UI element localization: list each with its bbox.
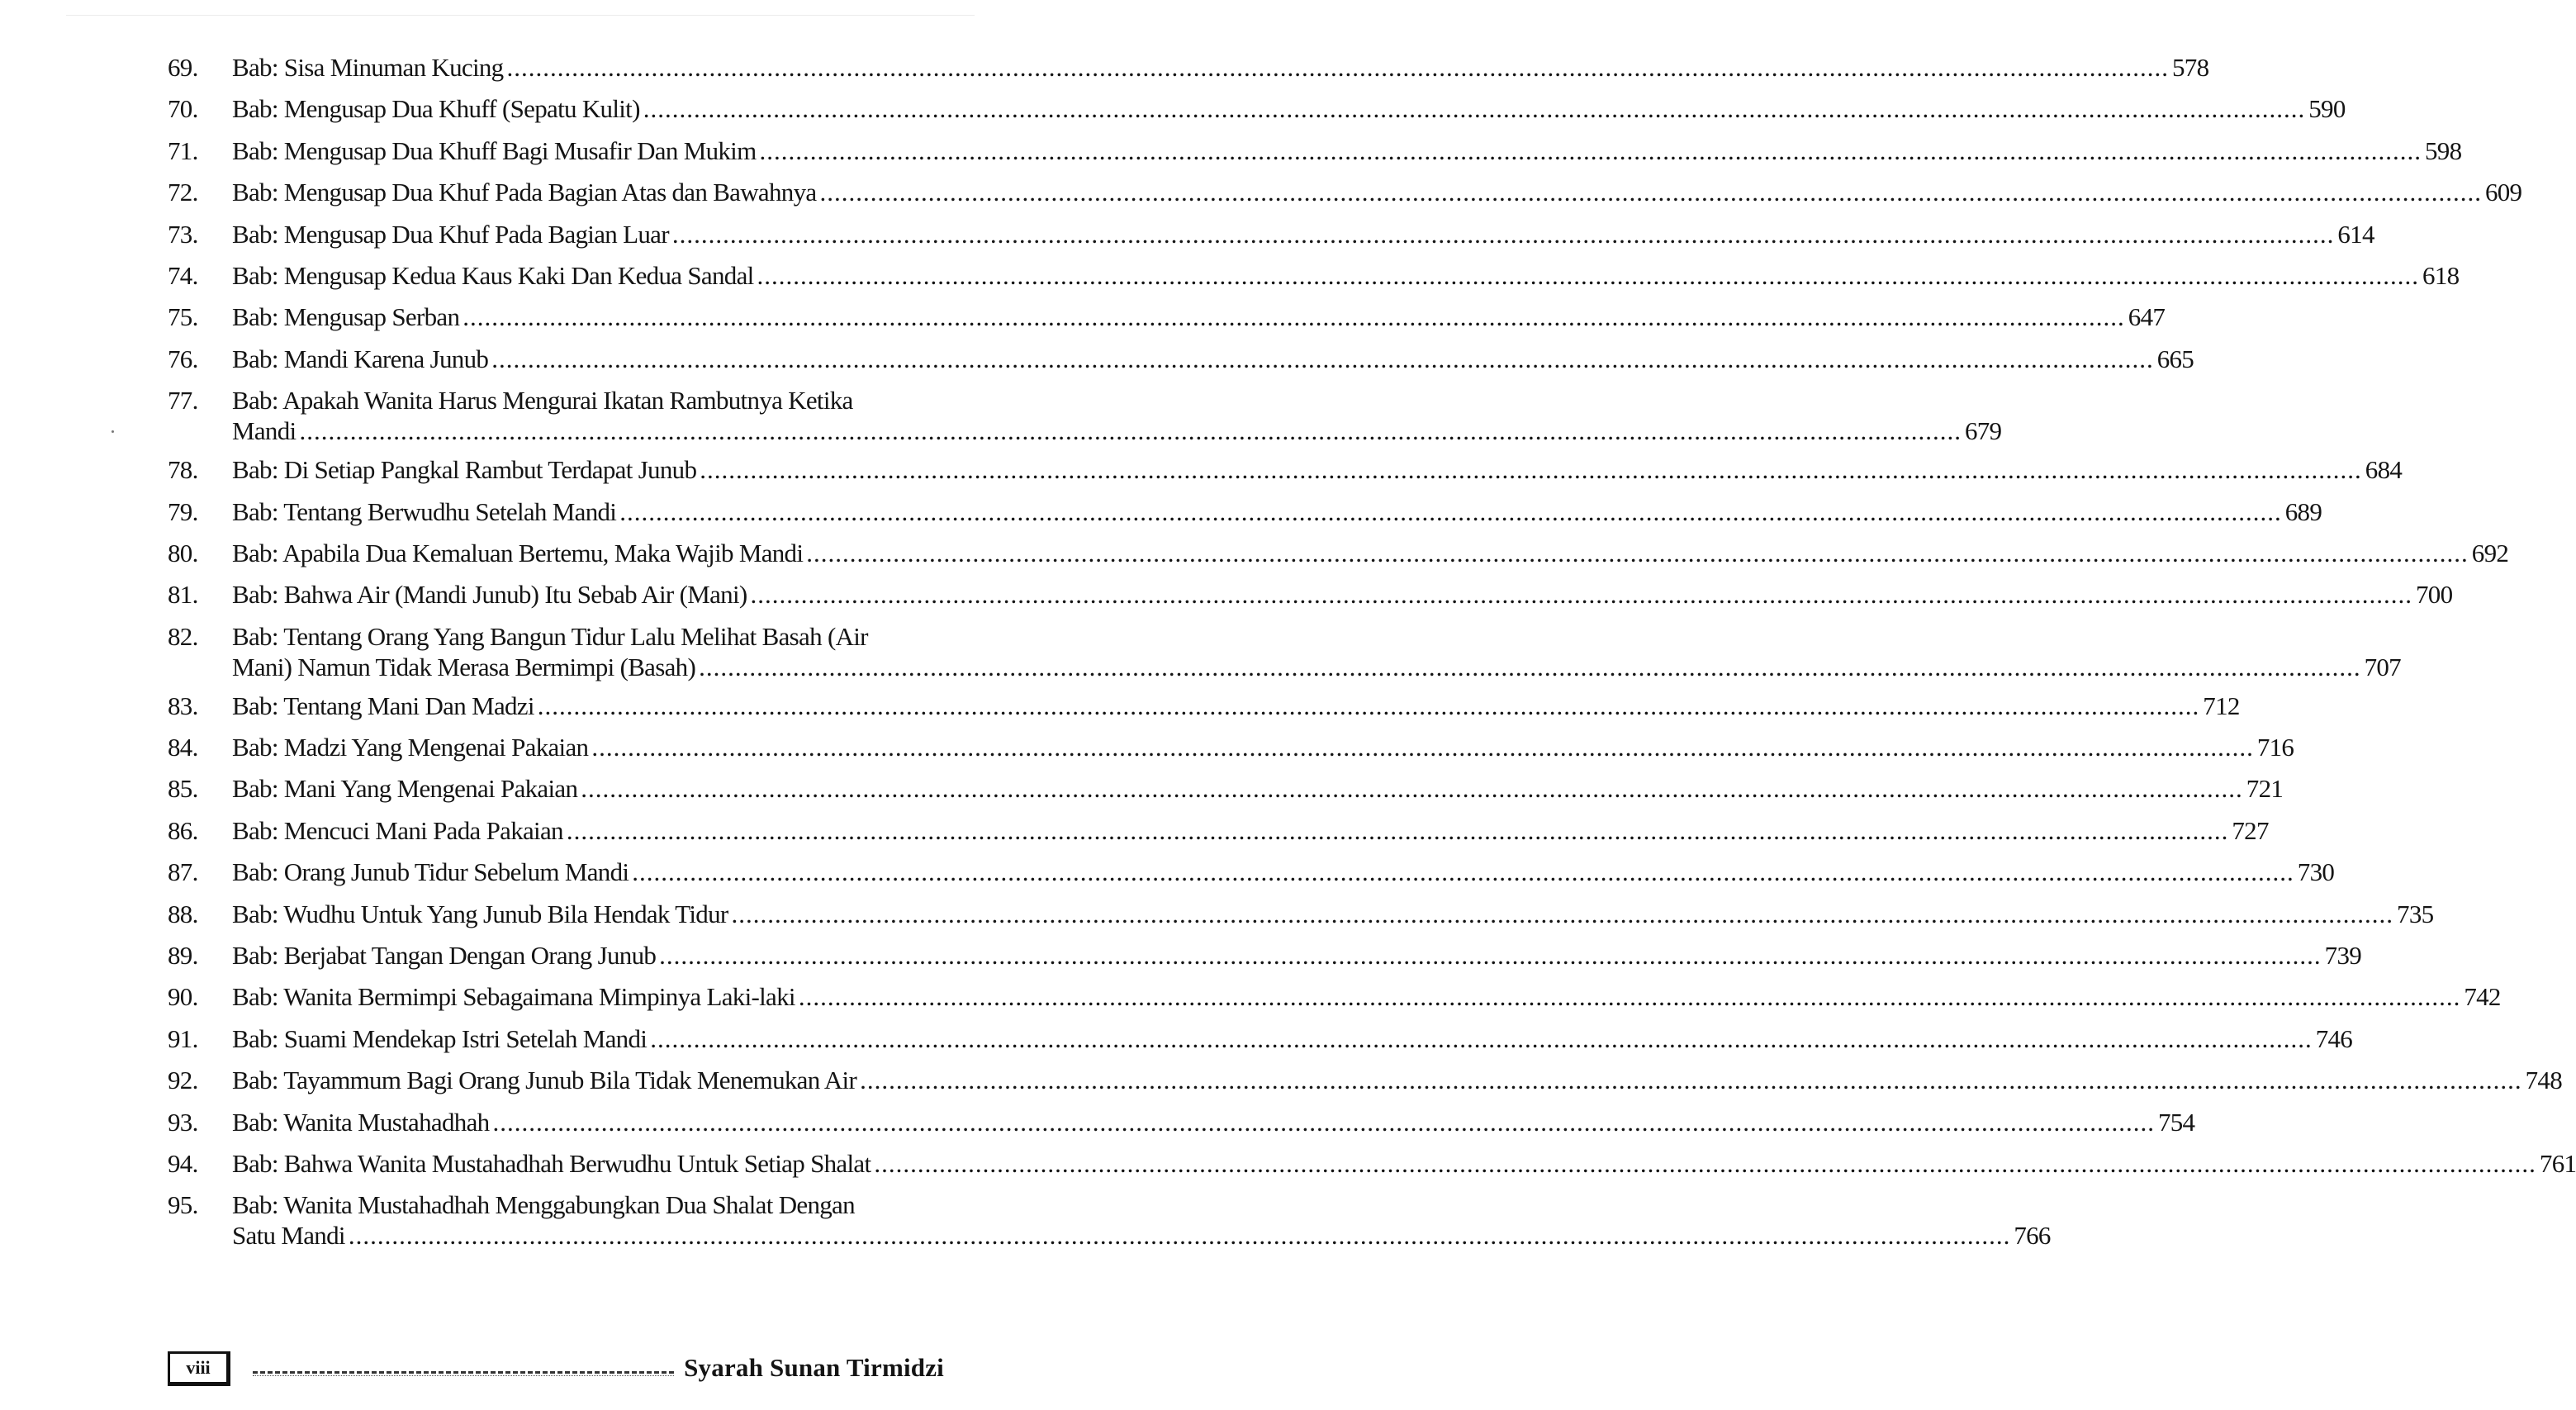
dot-leader [874, 1148, 2536, 1179]
entry-body [232, 691, 2240, 721]
entry-leader-line [232, 732, 2294, 762]
dot-leader [581, 773, 2243, 804]
dot-leader [538, 691, 2200, 721]
page-ref: 727 [2232, 815, 2269, 845]
page-ref: 609 [2484, 178, 2522, 207]
page-ref: 712 [2203, 691, 2240, 720]
entry-number: 70. [168, 94, 198, 124]
entry-number: 77. [168, 386, 198, 415]
entry-body [232, 344, 2194, 374]
entry-number: 74. [168, 260, 198, 290]
entry-title: Bab: Bahwa Air (Mandi Junub) Itu Sebab Air (Mani) [232, 580, 747, 610]
dot-leader [591, 732, 2254, 762]
entry-leader-line [232, 177, 2521, 207]
entry-number: 78. [168, 455, 198, 485]
entry-title: Bab: Di Setiap Pangkal Rambut Terdapat Junub [232, 455, 697, 485]
entry-body [232, 301, 2165, 332]
entry-title: Bab: Suami Mendekap Istri Setelah Mandi [232, 1023, 648, 1053]
page-ref: 761 [2539, 1148, 2576, 1178]
entry-body [232, 621, 2401, 682]
entry-body [232, 773, 2283, 804]
footer-rule-secondary [253, 1375, 674, 1376]
dot-leader [632, 857, 2294, 887]
toc-entry [168, 385, 2002, 446]
dot-leader [299, 415, 1962, 446]
entry-body [232, 385, 2001, 446]
entry-title: Bab: Bahwa Wanita Mustahadhah Berwudhu Untuk Setiap Shalat [232, 1148, 871, 1178]
entry-leader-line [232, 219, 2374, 249]
page-ref: 578 [2171, 53, 2209, 82]
scan-edge-line [66, 15, 975, 16]
entry-title: Mandi [232, 416, 297, 446]
entry-leader-line [232, 93, 2346, 124]
entry-title: Bab: Wanita Mustahadhah [232, 1107, 490, 1137]
entry-number: 86. [168, 815, 198, 845]
entry-body [232, 1107, 2194, 1137]
entry-number: 92. [168, 1066, 198, 1095]
page-ref: 746 [2315, 1023, 2353, 1053]
entry-leader-line [232, 1065, 2562, 1095]
entry-number: 88. [168, 899, 198, 928]
entry-body [232, 219, 2374, 249]
toc-entry [168, 1107, 2195, 1137]
entry-number: 72. [168, 178, 198, 207]
entry-leader-line [232, 815, 2269, 846]
entry-number: 84. [168, 733, 198, 762]
entry-leader-line [232, 415, 2001, 446]
entry-leader-line [232, 1148, 2576, 1179]
toc-entry [168, 815, 2269, 846]
toc-entry [168, 1065, 2562, 1095]
toc-entry [168, 899, 2434, 929]
entry-title: Bab: Mengusap Dua Khuf Pada Bagian Luar [232, 219, 669, 249]
scan-speck [111, 430, 114, 433]
page-ref: 692 [2471, 538, 2509, 567]
page-ref: 684 [2365, 455, 2403, 485]
page-ref: 730 [2297, 857, 2335, 887]
entry-title: Bab: Mengusap Dua Khuff (Sepatu Kulit) [232, 94, 640, 124]
dot-leader [349, 1220, 2011, 1251]
entry-number: 82. [168, 621, 198, 651]
entry-number: 75. [168, 302, 198, 332]
toc-entry [168, 93, 2346, 124]
toc-entry [168, 454, 2403, 485]
toc-entry [168, 691, 2240, 721]
entry-body [232, 1148, 2576, 1179]
book-title: Syarah Sunan Tirmidzi [684, 1353, 944, 1382]
entry-body [232, 1189, 2051, 1251]
entry-title-line: Bab: Tentang Orang Yang Bangun Tidur Lalu Melihat Basah (Air [232, 621, 868, 651]
toc-entry [168, 260, 2460, 291]
entry-number: 93. [168, 1107, 198, 1137]
page-footer [168, 1351, 944, 1393]
entry-number: 91. [168, 1023, 198, 1053]
page-ref: 716 [2256, 733, 2294, 762]
toc-entry [168, 538, 2509, 568]
entry-leader-line [232, 1023, 2352, 1054]
page-ref: 707 [2364, 652, 2401, 681]
entry-body [232, 579, 2452, 610]
page-ref: 739 [2324, 941, 2362, 971]
toc-entry [168, 219, 2374, 249]
page-ref: 614 [2337, 219, 2374, 249]
entry-title: Bab: Mencuci Mani Pada Pakaian [232, 815, 563, 845]
entry-number: 87. [168, 857, 198, 887]
entry-number: 89. [168, 941, 198, 971]
entry-title: Bab: Madzi Yang Mengenai Pakaian [232, 733, 589, 762]
table-of-contents [168, 52, 2576, 1259]
toc-entry [168, 773, 2284, 804]
dot-leader [672, 219, 2335, 249]
page-ref: 647 [2128, 302, 2166, 332]
entry-title: Bab: Tayammum Bagi Orang Junub Bila Tidak Menemukan Air [232, 1066, 857, 1095]
toc-entry [168, 732, 2294, 762]
entry-leader-line [232, 773, 2283, 804]
entry-title-line: Bab: Apakah Wanita Harus Mengurai Ikatan Rambutnya Ketika [232, 386, 853, 415]
entry-leader-line [232, 940, 2361, 971]
entry-body [232, 538, 2508, 568]
entry-leader-line [232, 301, 2165, 332]
entry-leader-line [232, 1107, 2194, 1137]
dot-leader [732, 899, 2394, 929]
entry-title: Bab: Tentang Berwudhu Setelah Mandi [232, 496, 617, 526]
entry-leader-line [232, 52, 2208, 83]
entry-number: 73. [168, 219, 198, 249]
dot-leader [463, 301, 2125, 332]
entry-body [232, 815, 2269, 846]
entry-body [232, 454, 2402, 485]
dot-leader [860, 1065, 2522, 1095]
entry-leader-line [232, 260, 2459, 291]
toc-entry [168, 177, 2522, 207]
entry-leader-line [232, 496, 2322, 527]
entry-title: Bab: Mengusap Dua Khuff Bagi Musafir Dan Mukim [232, 135, 757, 165]
entry-title: Bab: Wanita Bermimpi Sebagaimana Mimpinya Laki-laki [232, 982, 795, 1012]
dot-leader [699, 652, 2361, 682]
entry-title: Bab: Wudhu Untuk Yang Junub Bila Hendak Tidur [232, 899, 728, 928]
entry-title: Bab: Orang Junub Tidur Sebelum Mandi [232, 857, 629, 887]
entry-title: Bab: Apabila Dua Kemaluan Bertemu, Maka Wajib Mandi [232, 538, 804, 567]
entry-body [232, 496, 2322, 527]
dot-leader [700, 454, 2362, 485]
entry-number: 79. [168, 496, 198, 526]
dot-leader [750, 579, 2412, 610]
dot-leader [643, 93, 2306, 124]
toc-entry [168, 940, 2362, 971]
dot-leader [760, 135, 2422, 166]
toc-entry [168, 981, 2501, 1012]
page-ref: 700 [2415, 580, 2453, 610]
toc-entry [168, 857, 2335, 887]
entry-leader-line [232, 135, 2461, 166]
entry-leader-line [232, 538, 2508, 568]
entry-body [232, 52, 2208, 83]
entry-number: 71. [168, 135, 198, 165]
entry-body [232, 981, 2501, 1012]
entry-leader-line [232, 691, 2240, 721]
dot-leader [819, 177, 2482, 207]
entry-title: Mani) Namun Tidak Merasa Bermimpi (Basah) [232, 652, 696, 681]
entry-number: 76. [168, 344, 198, 373]
toc-entry [168, 301, 2166, 332]
entry-number: 83. [168, 691, 198, 720]
entry-body [232, 177, 2521, 207]
toc-entry [168, 496, 2322, 527]
dot-leader [806, 538, 2469, 568]
entry-title: Bab: Mengusap Serban [232, 302, 460, 332]
entry-title: Bab: Mani Yang Mengenai Pakaian [232, 774, 578, 804]
entry-number: 94. [168, 1148, 198, 1178]
page-ref: 665 [2156, 344, 2194, 373]
dot-leader [799, 981, 2461, 1012]
entry-number: 90. [168, 982, 198, 1012]
entry-leader-line [232, 652, 2401, 682]
entry-number: 80. [168, 538, 198, 567]
page-ref: 748 [2525, 1066, 2562, 1095]
entry-leader-line [232, 579, 2452, 610]
toc-entry [168, 621, 2401, 682]
entry-leader-line [232, 899, 2433, 929]
dot-leader [757, 260, 2420, 291]
footer-rule [253, 1371, 674, 1374]
page-ref: 679 [1964, 416, 2002, 446]
page-ref: 735 [2397, 899, 2434, 928]
page-ref: 598 [2425, 135, 2462, 165]
page-ref: 590 [2308, 94, 2346, 124]
toc-entry [168, 1148, 2576, 1179]
entry-title: Bab: Sisa Minuman Kucing [232, 53, 504, 82]
entry-title: Bab: Mandi Karena Junub [232, 344, 489, 373]
dot-leader [650, 1023, 2313, 1054]
page-ref: 742 [2464, 982, 2501, 1012]
entry-body [232, 1065, 2562, 1095]
page-ref: 754 [2157, 1107, 2195, 1137]
entry-leader-line [232, 1220, 2051, 1251]
toc-entry [168, 579, 2453, 610]
toc-entry [168, 344, 2194, 374]
entry-body [232, 899, 2433, 929]
entry-body [232, 732, 2294, 762]
page-ref: 689 [2284, 496, 2322, 526]
entry-number: 95. [168, 1190, 198, 1220]
entry-leader-line [232, 857, 2334, 887]
toc-entry [168, 1023, 2353, 1054]
entry-leader-line [232, 981, 2501, 1012]
entry-body [232, 135, 2461, 166]
entry-title-line: Bab: Wanita Mustahadhah Menggabungkan Dua Shalat Dengan [232, 1190, 855, 1220]
entry-leader-line [232, 454, 2402, 485]
entry-body [232, 940, 2361, 971]
entry-body [232, 1023, 2352, 1054]
toc-entry [168, 1189, 2051, 1251]
page-ref: 766 [2014, 1221, 2051, 1251]
page-number-box: viii [168, 1351, 230, 1386]
entry-number: 81. [168, 580, 198, 610]
page-ref: 721 [2246, 774, 2284, 804]
toc-entry [168, 52, 2209, 83]
dot-leader [492, 1107, 2155, 1137]
dot-leader [567, 815, 2229, 846]
entry-number: 69. [168, 53, 198, 82]
entry-number: 85. [168, 774, 198, 804]
dot-leader [491, 344, 2154, 374]
page-ref: 618 [2422, 260, 2460, 290]
toc-entry [168, 135, 2462, 166]
entry-title: Bab: Tentang Mani Dan Madzi [232, 691, 534, 720]
entry-title: Bab: Mengusap Kedua Kaus Kaki Dan Kedua Sandal [232, 260, 754, 290]
entry-title: Bab: Mengusap Dua Khuf Pada Bagian Atas dan Bawahnya [232, 178, 817, 207]
entry-leader-line [232, 344, 2194, 374]
entry-body [232, 260, 2459, 291]
dot-leader [659, 940, 2322, 971]
entry-title: Satu Mandi [232, 1221, 345, 1251]
entry-body [232, 93, 2346, 124]
entry-body [232, 857, 2334, 887]
entry-title: Bab: Berjabat Tangan Dengan Orang Junub [232, 941, 657, 971]
dot-leader [506, 52, 2169, 83]
dot-leader [619, 496, 2282, 527]
